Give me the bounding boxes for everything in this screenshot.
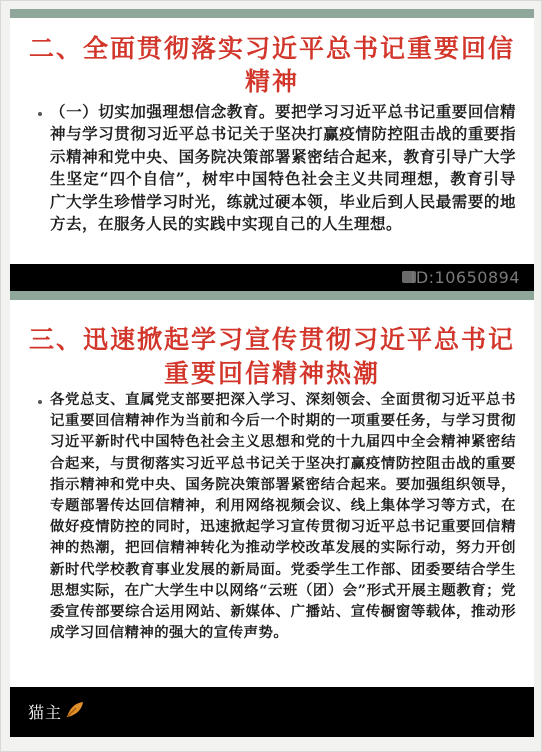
bullet-icon xyxy=(38,400,42,404)
bottom-bar xyxy=(10,687,534,737)
slide-1-title-line-2: 精神 xyxy=(244,67,299,96)
slide-2-title-line-1: 三、迅速掀起学习宣传贯彻习近平总书记 xyxy=(28,325,515,354)
slide-2-title-line-2: 重要回信精神热潮 xyxy=(163,359,380,388)
slide-2 xyxy=(10,291,534,687)
slide-2-paragraph: 各党总支、直属党支部要把深入学习、深刻领会、全面贯彻习近平总书记重要回信精神作为当前和今后一个时期的一项重要任务，与学习贯彻习近平新时代中国特色社会主义思想和党的十九届四中全会精神紧密结合起来，与贯彻落实习近平总书记关于坚决打赢疫情防控阻击战的重要指示精神和党中央、国务院决策部署紧密结合起来。要加强组织领导，专题部署传达回信精神，利用网络视频会议、线上集体学习等方式，在做好疫情防控的同时，迅速掀起学习宣传贯彻习近平总书记重要回信精神的热潮，把回信精神转化为推动学校改革发展的实际行动，努力开创新时代学校教育事业发展的新局面。党委学生工作部、团委要结合学生思想实际，在广大学生中以网络“云班（团）会”形式开展主题教育；党委宣传部要综合运用网站、新媒体、广播站、宣传橱窗等载体，推动形成学习回信精神的强大的宣传声势。 xyxy=(50,391,516,642)
leaf-icon xyxy=(64,699,86,725)
slide-top-bar xyxy=(10,9,534,18)
brand-label: 猫主 xyxy=(28,703,63,722)
slide-1 xyxy=(10,9,534,272)
slide-1-footer-bar xyxy=(10,264,534,291)
bullet-icon xyxy=(38,112,42,116)
slide-top-bar xyxy=(10,291,534,300)
watermark-id: ID:10650894 xyxy=(410,268,520,287)
slide-1-paragraph: （一）切实加强理想信念教育。要把学习习近平总书记重要回信精神与学习贯彻习近平总书记关于坚决打赢疫情防控阻击战的重要指示精神和党中央、国务院决策部署紧密结合起来，教育引导广大学生坚定“四个自信”，树牢中国特色社会主义共同理想，教育引导广大学生珍惜学习时光，练就过硬本领，毕业后到人民最需要的地方去，在服务人民的实践中实现自己的人生理想。 xyxy=(50,102,516,234)
slide-1-title-line-1: 二、全面贯彻落实习近平总书记重要回信 xyxy=(28,34,515,63)
